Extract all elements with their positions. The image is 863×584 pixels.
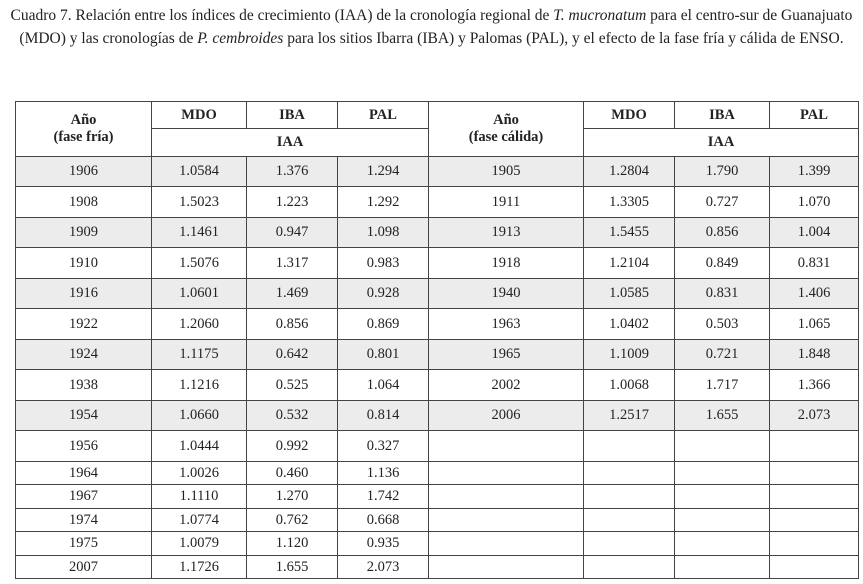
table-row <box>16 532 859 556</box>
cold-iba-cell: 1.655 <box>247 556 338 579</box>
cold-year-cell: 1909 <box>16 218 152 248</box>
warm-iba-cell <box>675 462 770 485</box>
warm-iba-cell: 1.655 <box>675 401 770 431</box>
mdo-header-warm: MDO <box>584 102 675 129</box>
cold-pal-cell: 1.136 <box>338 462 429 485</box>
table-row <box>16 187 859 218</box>
table-row <box>16 485 859 509</box>
warm-mdo-cell <box>584 556 675 579</box>
warm-mdo-cell: 1.2517 <box>584 401 675 431</box>
cold-pal-cell: 1.294 <box>338 157 429 187</box>
cold-year-cell: 2007 <box>16 556 152 579</box>
cold-year-cell: 1906 <box>16 157 152 187</box>
warm-year-cell: 1965 <box>429 340 584 370</box>
cold-mdo-cell: 1.5076 <box>152 248 247 279</box>
warm-pal-cell: 1.004 <box>770 218 859 248</box>
cold-mdo-cell: 1.0584 <box>152 157 247 187</box>
table-row <box>16 248 859 279</box>
cold-pal-cell: 2.073 <box>338 556 429 579</box>
cold-pal-cell: 1.064 <box>338 370 429 401</box>
cold-iba-cell: 0.525 <box>247 370 338 401</box>
warm-iba-cell <box>675 431 770 462</box>
warm-year-cell: 1940 <box>429 279 584 309</box>
cold-pal-cell: 1.292 <box>338 187 429 218</box>
table-row <box>16 309 859 340</box>
warm-year-cell <box>429 532 584 556</box>
warm-pal-cell: 2.073 <box>770 401 859 431</box>
warm-pal-cell: 1.399 <box>770 157 859 187</box>
iaa-header-cold: IAA <box>152 129 429 157</box>
cold-pal-cell: 0.928 <box>338 279 429 309</box>
mdo-header-cold: MDO <box>152 102 247 129</box>
cold-mdo-cell: 1.0026 <box>152 462 247 485</box>
cold-year-cell: 1924 <box>16 340 152 370</box>
cold-year-cell: 1975 <box>16 532 152 556</box>
warm-pal-cell <box>770 485 859 509</box>
enso-growth-table <box>15 101 859 579</box>
cold-pal-cell: 0.983 <box>338 248 429 279</box>
cold-mdo-cell: 1.0601 <box>152 279 247 309</box>
table-row <box>16 556 859 579</box>
table-row <box>16 401 859 431</box>
table-row <box>16 157 859 187</box>
cold-pal-cell: 0.814 <box>338 401 429 431</box>
cold-pal-cell: 0.668 <box>338 509 429 532</box>
warm-mdo-cell: 1.0402 <box>584 309 675 340</box>
cold-mdo-cell: 1.2060 <box>152 309 247 340</box>
warm-iba-cell <box>675 485 770 509</box>
warm-year-cell <box>429 509 584 532</box>
cold-year-cell: 1967 <box>16 485 152 509</box>
cold-mdo-cell: 1.0079 <box>152 532 247 556</box>
cold-iba-cell: 1.376 <box>247 157 338 187</box>
warm-mdo-cell <box>584 509 675 532</box>
iaa-header-warm: IAA <box>584 129 859 157</box>
cold-mdo-cell: 1.1726 <box>152 556 247 579</box>
warm-mdo-cell: 1.2804 <box>584 157 675 187</box>
table-row <box>16 370 859 401</box>
cold-pal-cell: 1.098 <box>338 218 429 248</box>
cold-iba-cell: 0.762 <box>247 509 338 532</box>
cold-year-cell: 1922 <box>16 309 152 340</box>
warm-iba-cell: 1.790 <box>675 157 770 187</box>
table-row <box>16 218 859 248</box>
warm-mdo-cell <box>584 431 675 462</box>
cold-mdo-cell: 1.1110 <box>152 485 247 509</box>
caption-species-2: P. cembroides <box>197 30 284 47</box>
cold-iba-cell: 0.856 <box>247 309 338 340</box>
warm-pal-cell: 1.070 <box>770 187 859 218</box>
warm-iba-cell <box>675 509 770 532</box>
cold-iba-cell: 0.947 <box>247 218 338 248</box>
warm-mdo-cell: 1.2104 <box>584 248 675 279</box>
cold-mdo-cell: 1.0774 <box>152 509 247 532</box>
cold-year-cell: 1954 <box>16 401 152 431</box>
warm-pal-cell <box>770 509 859 532</box>
cold-year-cell: 1916 <box>16 279 152 309</box>
table-row <box>16 340 859 370</box>
warm-iba-cell: 1.717 <box>675 370 770 401</box>
warm-iba-cell: 0.831 <box>675 279 770 309</box>
warm-mdo-cell: 1.5455 <box>584 218 675 248</box>
warm-mdo-cell <box>584 485 675 509</box>
cold-mdo-cell: 1.1216 <box>152 370 247 401</box>
warm-pal-cell <box>770 431 859 462</box>
caption-species-1: T. mucronatum <box>553 7 647 24</box>
warm-mdo-cell <box>584 462 675 485</box>
warm-mdo-cell: 1.1009 <box>584 340 675 370</box>
table-row <box>16 279 859 309</box>
iba-header-cold: IBA <box>247 102 338 129</box>
iba-header-warm: IBA <box>675 102 770 129</box>
cold-pal-cell: 0.869 <box>338 309 429 340</box>
cold-iba-cell: 0.460 <box>247 462 338 485</box>
warm-pal-cell: 1.848 <box>770 340 859 370</box>
warm-iba-cell <box>675 556 770 579</box>
cold-mdo-cell: 1.1461 <box>152 218 247 248</box>
warm-year-cell: 1963 <box>429 309 584 340</box>
cold-year-cell: 1974 <box>16 509 152 532</box>
warm-mdo-cell: 1.3305 <box>584 187 675 218</box>
warm-iba-cell: 0.721 <box>675 340 770 370</box>
cold-pal-cell: 0.327 <box>338 431 429 462</box>
warm-year-cell: 1911 <box>429 187 584 218</box>
cold-iba-cell: 0.532 <box>247 401 338 431</box>
warm-pal-cell: 1.406 <box>770 279 859 309</box>
caption-text-1: Cuadro 7. Relación entre los índices de crecimiento (IAA) de la cronología regional de <box>10 7 554 24</box>
table-caption <box>10 4 853 50</box>
warm-pal-cell <box>770 532 859 556</box>
cold-iba-cell: 1.120 <box>247 532 338 556</box>
warm-year-cell <box>429 485 584 509</box>
table-row <box>16 431 859 462</box>
cold-pal-cell: 0.935 <box>338 532 429 556</box>
cold-iba-cell: 0.642 <box>247 340 338 370</box>
cold-iba-cell: 0.992 <box>247 431 338 462</box>
table-row <box>16 462 859 485</box>
warm-year-cell: 2002 <box>429 370 584 401</box>
warm-pal-cell <box>770 462 859 485</box>
cold-iba-cell: 1.270 <box>247 485 338 509</box>
cold-iba-cell: 1.469 <box>247 279 338 309</box>
warm-pal-cell: 0.831 <box>770 248 859 279</box>
cold-mdo-cell: 1.1175 <box>152 340 247 370</box>
cold-mdo-cell: 1.5023 <box>152 187 247 218</box>
warm-year-cell: 2006 <box>429 401 584 431</box>
caption-text-3: para los sitios Ibarra (IBA) y Palomas (PAL), y el efecto de la fase fría y cálida de ENSO. <box>283 30 844 47</box>
year-cold-header: Año (fase fría) <box>16 102 152 157</box>
caption-text-2: para el centro-sur de Guanajuato (MDO) y las cronologías de <box>19 7 853 47</box>
warm-mdo-cell <box>584 532 675 556</box>
cold-pal-cell: 0.801 <box>338 340 429 370</box>
pal-header-warm: PAL <box>770 102 859 129</box>
cold-mdo-cell: 1.0660 <box>152 401 247 431</box>
warm-pal-cell: 1.366 <box>770 370 859 401</box>
warm-year-cell <box>429 431 584 462</box>
warm-year-cell <box>429 556 584 579</box>
warm-iba-cell <box>675 532 770 556</box>
table-row <box>16 509 859 532</box>
warm-iba-cell: 0.503 <box>675 309 770 340</box>
warm-year-cell: 1905 <box>429 157 584 187</box>
warm-pal-cell: 1.065 <box>770 309 859 340</box>
warm-year-cell: 1913 <box>429 218 584 248</box>
warm-year-cell: 1918 <box>429 248 584 279</box>
cold-iba-cell: 1.317 <box>247 248 338 279</box>
warm-pal-cell <box>770 556 859 579</box>
warm-iba-cell: 0.849 <box>675 248 770 279</box>
year-warm-header: Año (fase cálida) <box>429 102 584 157</box>
warm-iba-cell: 0.727 <box>675 187 770 218</box>
warm-iba-cell: 0.856 <box>675 218 770 248</box>
cold-pal-cell: 1.742 <box>338 485 429 509</box>
cold-year-cell: 1956 <box>16 431 152 462</box>
warm-year-cell <box>429 462 584 485</box>
cold-year-cell: 1908 <box>16 187 152 218</box>
pal-header-cold: PAL <box>338 102 429 129</box>
cold-year-cell: 1938 <box>16 370 152 401</box>
cold-iba-cell: 1.223 <box>247 187 338 218</box>
warm-mdo-cell: 1.0585 <box>584 279 675 309</box>
warm-mdo-cell: 1.0068 <box>584 370 675 401</box>
cold-year-cell: 1964 <box>16 462 152 485</box>
cold-mdo-cell: 1.0444 <box>152 431 247 462</box>
cold-year-cell: 1910 <box>16 248 152 279</box>
